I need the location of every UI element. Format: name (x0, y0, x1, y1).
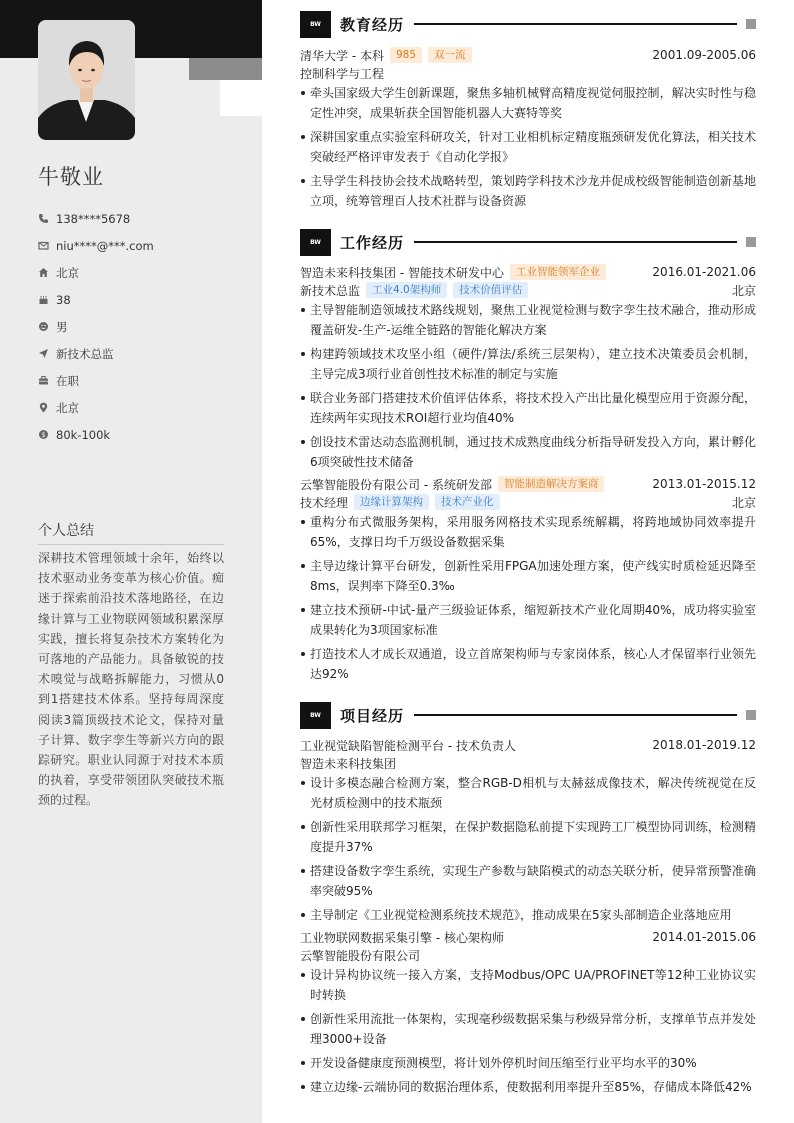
project-bullets (300, 965, 756, 1097)
section-badge: BW (300, 702, 331, 729)
bullet-item: 建立边缘-云端协同的数据治理体系，使数据利用率提升至85%，存储成本降低42% (300, 1077, 756, 1097)
bullet-item: 创新性采用流批一体架构，实现毫秒级数据采集与秒级异常分析，支撑单节点并发处理3000+设备 (300, 1009, 756, 1049)
company-row (300, 475, 756, 493)
school-tag: 985 (390, 47, 422, 63)
project-org-row (300, 946, 756, 964)
project-entry (300, 928, 756, 1101)
gender-icon (38, 321, 49, 332)
sidebar-accent-notch (220, 80, 262, 116)
contact-info-list (38, 205, 154, 448)
project-bullets (300, 773, 756, 925)
section-title: 教育经历 (340, 15, 405, 34)
info-home-text: 北京 (56, 265, 79, 280)
education-entry (300, 46, 756, 215)
school-name: 清华大学 - 本科 (300, 48, 384, 63)
education-section-header (300, 9, 756, 39)
profile-photo (38, 20, 135, 140)
bullet-item: 开发设备健康度预测模型，将计划外停机时间压缩至行业平均水平的30% (300, 1053, 756, 1073)
bullet-item: 主导学生科技协会技术战略转型，策划跨学科技术沙龙并促成校级智能制造创新基地立项，统筹管理百人技术社群与设备资源 (300, 171, 756, 211)
sidebar (0, 0, 262, 1123)
info-age-text: 38 (56, 292, 71, 307)
cake-icon (38, 294, 49, 305)
role-tag: 技术产业化 (435, 494, 500, 510)
section-badge: BW (300, 11, 331, 38)
work-entry (300, 263, 756, 476)
section-square (746, 710, 756, 720)
project-org: 云擎智能股份有限公司 (300, 948, 421, 963)
info-gender (38, 313, 154, 340)
section-square (746, 237, 756, 247)
company-name: 云擎智能股份有限公司 - 系统研发部 (300, 477, 492, 492)
project-org-row (300, 754, 756, 772)
bullet-item: 主导智能制造领域技术路线规划，聚焦工业视觉检测与数字孪生技术融合，推动形成覆盖研发-生产-运维全链路的智能化解决方案 (300, 300, 756, 340)
svg-text:$: $ (41, 431, 46, 439)
school-tag: 双一流 (428, 47, 472, 63)
info-gender-text: 男 (56, 319, 68, 334)
company-row (300, 263, 756, 281)
company-name: 智造未来科技集团 - 智能技术研发中心 (300, 265, 504, 280)
info-email (38, 232, 154, 259)
role: 技术经理 (300, 495, 349, 510)
project-name: 工业视觉缺陷智能检测平台 - 技术负责人 (300, 738, 516, 753)
role-tag: 工业4.0架构师 (366, 282, 447, 298)
info-home (38, 259, 154, 286)
role-tag: 技术价值评估 (453, 282, 528, 298)
email-icon (38, 240, 49, 251)
info-position-text: 新技术总监 (56, 346, 114, 361)
education-bullets (300, 83, 756, 211)
project-org: 智造未来科技集团 (300, 756, 397, 771)
company-tag: 智能制造解决方案商 (498, 476, 605, 492)
major-row (300, 64, 756, 82)
home-icon (38, 267, 49, 278)
work-city: 北京 (731, 495, 756, 510)
bullet-item: 创设技术雷达动态监测机制，通过技术成熟度曲线分析指导研发投入方向，累计孵化6项突破性技术储备 (300, 432, 756, 472)
bullet-item: 联合业务部门搭建技术价值评估体系，将技术投入产出比量化模型应用于资源分配，连续两年实现技术ROI超行业均值40% (300, 388, 756, 428)
section-badge: BW (300, 229, 331, 256)
section-title: 工作经历 (340, 233, 405, 252)
info-phone-text: 138****5678 (56, 211, 131, 226)
role: 新技术总监 (300, 283, 361, 298)
section-square (746, 19, 756, 29)
summary-text: 深耕技术管理领域十余年，始终以技术驱动业务变革为核心价值。痴迷于探索前沿技术落地路径，在边缘计算与工业物联网领域积累深厚实践，擅长将复杂技术方案转化为可落地的产品能力。具备敏锐的技术嗅觉与战略拆解能力，习惯从0到1搭建技术体系。坚持每周深度阅读3篇顶级技术论文，保持对量子计算、数字孪生等新兴方向的跟踪研究。职业认同源于对技术本质的执着，享受带领团队突破技术瓶颈的过程。 (38, 551, 224, 808)
info-location-text: 北京 (56, 400, 79, 415)
work-city: 北京 (731, 283, 756, 298)
company-tag: 工业智能领军企业 (510, 264, 606, 280)
send-icon (38, 348, 49, 359)
candidate-name: 牛敬业 (38, 165, 104, 189)
info-phone (38, 205, 154, 232)
role-row (300, 493, 756, 511)
bullet-item: 打造技术人才成长双通道，设立首席架构师与专家岗体系，核心人才保留率行业领先达92% (300, 644, 756, 684)
project-row (300, 928, 756, 946)
work-date: 2013.01-2015.12 (652, 477, 756, 491)
bullet-item: 搭建设备数字孪生系统，实现生产参数与缺陷模式的动态关联分析，使异常预警准确率突破95% (300, 861, 756, 901)
sidebar-accent-band (189, 58, 262, 80)
info-salary (38, 421, 154, 448)
bullet-item: 牵头国家级大学生创新课题，聚焦多轴机械臂高精度视觉伺服控制，解决实时性与稳定性冲突，成果斩获全国智能机器人大赛特等奖 (300, 83, 756, 123)
major: 控制科学与工程 (300, 66, 385, 81)
project-date: 2018.01-2019.12 (652, 738, 756, 752)
info-age (38, 286, 154, 313)
bullet-item: 设计多模态融合检测方案，整合RGB-D相机与太赫兹成像技术，解决传统视觉在反光材质检测中的技术瓶颈 (300, 773, 756, 813)
bullet-item: 设计异构协议统一接入方案，支持Modbus/OPC UA/PROFINET等12种工业协议实时转换 (300, 965, 756, 1005)
work-date: 2016.01-2021.06 (652, 265, 756, 279)
info-status-text: 在职 (56, 373, 79, 388)
bullet-item: 主导边缘计算平台研发，创新性采用FPGA加速处理方案，使产线实时质检延迟降至8ms，误判率下降至0.3‰ (300, 556, 756, 596)
project-name: 工业物联网数据采集引擎 - 核心架构师 (300, 930, 504, 945)
phone-icon (38, 213, 49, 224)
info-position (38, 340, 154, 367)
project-date: 2014.01-2015.06 (652, 930, 756, 944)
section-title: 项目经历 (340, 706, 405, 725)
briefcase-icon (38, 375, 49, 386)
work-section-header (300, 227, 756, 257)
education-row (300, 46, 756, 64)
section-rule (414, 714, 737, 716)
bullet-item: 建立技术预研-中试-量产三级验证体系，缩短新技术产业化周期40%，成功将实验室成果转化为3项国家标准 (300, 600, 756, 640)
bullet-item: 深耕国家重点实验室科研攻关，针对工业相机标定精度瓶颈研发优化算法，相关技术突破经严格评审发表于《自动化学报》 (300, 127, 756, 167)
bullet-item: 重构分布式微服务架构，采用服务网格技术实现系统解耦，将跨地域协同效率提升65%，支撑日均千万级设备数据采集 (300, 512, 756, 552)
bullet-item: 创新性采用联邦学习框架，在保护数据隐私前提下实现跨工厂模型协同训练，检测精度提升37% (300, 817, 756, 857)
work-entry (300, 475, 756, 688)
work-bullets (300, 512, 756, 684)
info-email-text: niu****@***.com (56, 238, 154, 253)
info-status (38, 367, 154, 394)
info-salary-text: 80k-100k (56, 427, 111, 442)
info-location (38, 394, 154, 421)
work-bullets (300, 300, 756, 472)
role-tag: 边缘计算架构 (354, 494, 429, 510)
bullet-item: 构建跨领域技术攻坚小组（硬件/算法/系统三层架构），建立技术决策委员会机制，主导完成3项行业首创性技术标准的制定与实施 (300, 344, 756, 384)
bullet-item: 主导制定《工业视觉检测系统技术规范》，推动成果在5家头部制造企业落地应用 (300, 905, 756, 925)
projects-section-header (300, 700, 756, 730)
role-row (300, 281, 756, 299)
project-entry (300, 736, 756, 929)
location-pin-icon (38, 402, 49, 413)
salary-icon (38, 429, 49, 440)
section-rule (414, 23, 737, 25)
education-date: 2001.09-2005.06 (652, 48, 756, 62)
section-rule (414, 241, 737, 243)
summary-heading: 个人总结 (38, 520, 224, 545)
project-row (300, 736, 756, 754)
